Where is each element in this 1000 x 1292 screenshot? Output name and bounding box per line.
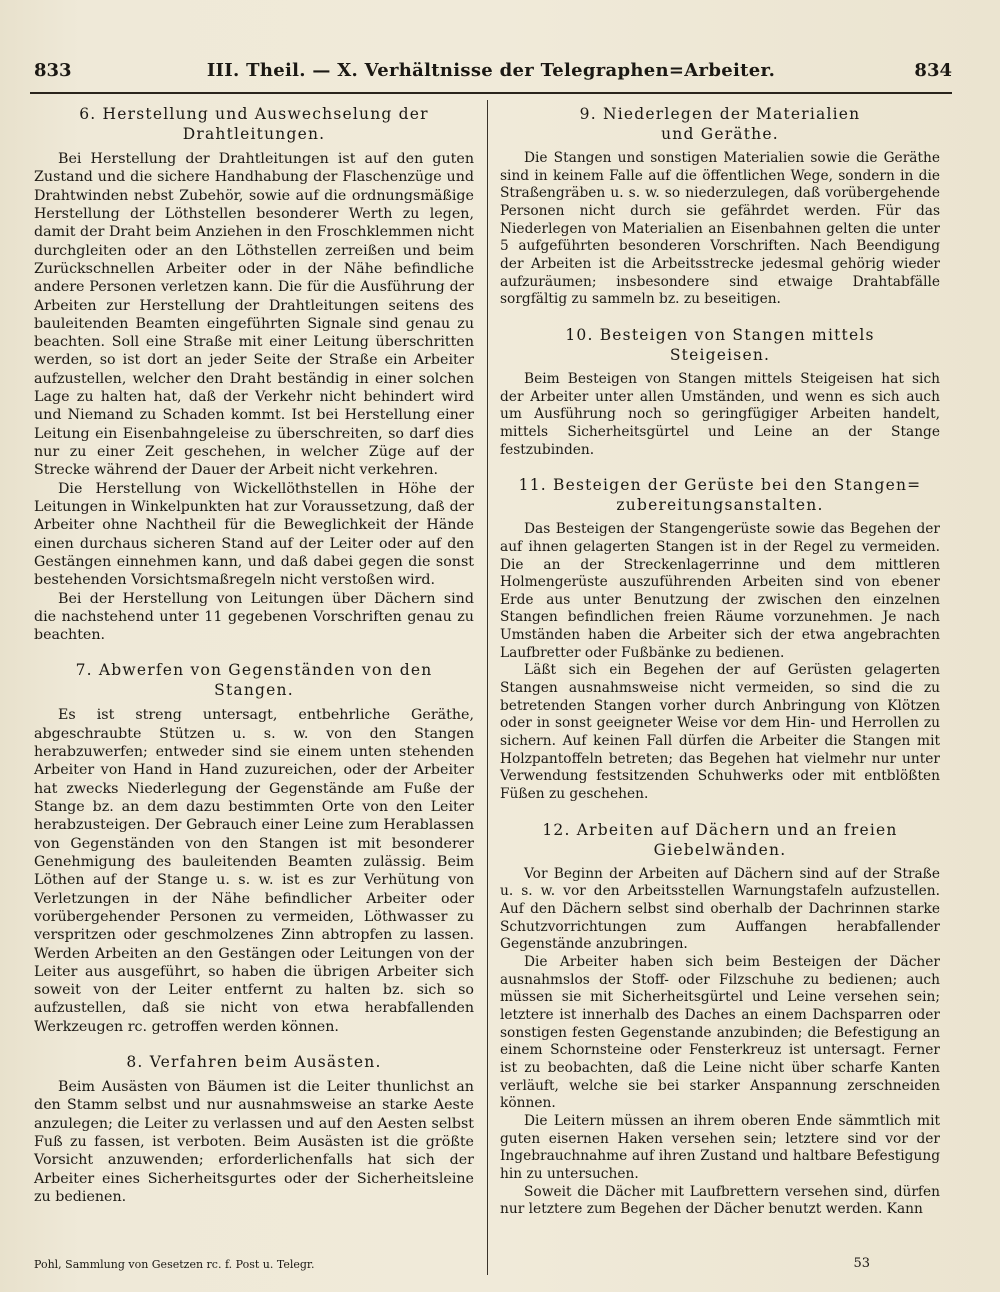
section-10-heading [500, 325, 940, 365]
page-number-left: 833 [34, 60, 72, 81]
paragraph: Das Besteigen der Stangengerüste sowie das Begehen der auf ihnen gelagerten Stangen ist in der Regel zu vermeiden. Die an der Streckenlagerrinne und dem mittleren Holmengerüste auszuführenden Arbeiten sind von ebener Erde aus unter Benutzung der zwischen den einzelnen Stangen befindlichen freien Räume vorzunehmen. Je nach Umständen haben die Arbeiter sich der etwa angebrachten Laufbretter oder Fußbänke zu bedienen. [500, 521, 940, 661]
right-column [500, 104, 940, 1232]
paragraph: Läßt sich ein Begehen der auf Gerüsten gelagerten Stangen ausnahmsweise nicht vermeiden, so sind die zu betretenden Stangen vorher durch Anbringung von Klötzen oder in sonst geeigneter Weise vor dem Hin- und Herrollen zu sichern. Auf keinen Fall dürfen die Arbeiter die Stangen mit Holzpantoffeln betreten; das Begehen hat vielmehr nur unter Verwendung festsitzenden Schuhwerks oder mit entblößten Füßen zu geschehen. [500, 662, 940, 803]
heading-line: Drahtleitungen. [182, 125, 326, 143]
column-divider [487, 100, 488, 1275]
heading-line: Steigeisen. [669, 345, 771, 364]
paragraph: Beim Besteigen von Stangen mittels Steigeisen hat sich der Arbeiter unter allen Umständen, und wenn es sich auch um Ausführung noch so geringfügiger Arbeiten handelt, mittels Sicherheitsgürtel und Leine an der Stange festzubinden. [500, 370, 940, 458]
paragraph: Die Leitern müssen an ihrem oberen Ende sämmtlich mit guten eisernen Haken versehen sein; letztere sind vor der Ingebrauchnahme auf ihren Zustand und haltbare Befestigung hin zu untersuchen. [500, 1112, 940, 1182]
heading-line: 6. Herstellung und Auswechselung der [79, 105, 429, 123]
heading-line: zubereitungsanstalten. [616, 496, 824, 515]
page-number-right: 834 [914, 60, 952, 81]
heading-line: 11. Besteigen der Gerüste bei den Stangen= [518, 476, 922, 495]
heading-line: 12. Arbeiten auf Dächern und an freien [542, 820, 898, 839]
paragraph: Bei der Herstellung von Leitungen über Dächern sind die nachstehend unter 11 gegebenen Vorschriften genau zu beachten. [34, 590, 474, 644]
page-footer [34, 1256, 940, 1278]
section-11-heading [500, 475, 940, 515]
heading-line: 9. Niederlegen der Materialien [579, 105, 861, 123]
paragraph: Die Stangen und sonstigen Materialien sowie die Geräthe sind in keinem Falle auf die öffentlichen Wege, sondern in die Straßengräben u. s. w. so niederzulegen, daß vorübergehende Personen nicht durch sie gefährdet werden. Für das Niederlegen von Materialien an Eisenbahnen gelten die unter 5 aufgeführten besonderen Vorschriften. Nach Beendigung der Arbeiten ist die Arbeitsstrecke jedesmal gehörig wieder aufzuräumen; insbesondere sind etwaige Drahtabfälle sorgfältig zu sammeln bz. zu beseitigen. [500, 150, 940, 308]
heading-line: Giebelwänden. [653, 840, 787, 859]
left-column [34, 104, 474, 1232]
section-7-heading [34, 660, 474, 700]
header-rule [30, 92, 952, 94]
paragraph: Bei Herstellung der Drahtleitungen ist auf den guten Zustand und die sichere Handhabung der Flaschenzüge und Drahtwinden nebst Zubehör, sowie auf die ordnungsmäßige Herstellung der Löthstellen besonderer Werth zu legen, damit der Draht beim Anziehen in den Froschklemmen nicht durchgleiten oder an den Löthstellen zerreißen und beim Zurückschnellen Arbeiter oder in der Nähe befindliche andere Personen verletzen kann. Die für die Ausführung der Arbeiten zur Herstellung der Drahtleitungen seitens des bauleitenden Beamten eingeführten Signale sind genau zu beachten. Soll eine Straße mit einer Leitung überschritten werden, so ist dort an jeder Seite der Straße ein Arbeiter aufzustellen, welcher den Draht beständig in einer solchen Lage zu halten hat, daß der Verkehr nicht behindert wird und Niemand zu Schaden kommt. Ist bei Herstellung einer Leitung ein Eisenbahngeleise zu überschreiten, so darf dies nur zu einer Zeit geschehen, in welcher Züge auf der Strecke während der Dauer der Arbeit nicht verkehren. [34, 151, 474, 479]
paragraph: Die Arbeiter haben sich beim Besteigen der Dächer ausnahmslos der Stoff- oder Filzschuhe zu bedienen; auch müssen sie mit Sicherheitsgürtel und Leine versehen sein; letztere ist innerhalb des Daches an einem Dachsparren oder sonstigen festen Gegenstande anzubinden; die Befestigung an einem Schornsteine oder Fensterkreuz ist untersagt. Ferner ist zu beobachten, daß die Leine nicht über scharfe Kanten verläuft, welche sie bei starker Anspannung zerschneiden können. [500, 953, 940, 1112]
heading-line: 10. Besteigen von Stangen mittels [565, 325, 875, 344]
sheet-number: 53 [853, 1256, 870, 1271]
source-citation: Pohl, Sammlung von Gesetzen rc. f. Post u. Telegr. [34, 1258, 315, 1271]
section-8-heading: 8. Verfahren beim Ausästen. [126, 1053, 382, 1072]
page-header [30, 60, 952, 90]
heading-line: Stangen. [214, 681, 294, 700]
heading-line: und Geräthe. [661, 125, 779, 143]
paragraph: Die Herstellung von Wickellöthstellen in Höhe der Leitungen in Winkelpunkten hat zur Voraussetzung, daß der Arbeiter ohne Nachtheil für die Beweglichkeit der Hände einen durchaus sicheren Stand auf der Leiter oder auf den Gestängen einnehmen kann, und daß dabei gegen die sonst bestehenden Vorsichtsmaßregeln nicht verstoßen wird. [34, 480, 474, 589]
paragraph: Beim Ausästen von Bäumen ist die Leiter thunlichst an den Stamm selbst und nur ausnahmsweise an starke Aeste anzulegen; die Leiter zu verlassen und auf den Aesten selbst Fuß zu fassen, ist verboten. Beim Ausästen ist die größte Vorsicht anzuwenden; erforderlichenfalls hat sich der Arbeiter eines Sicherheitsgurtes oder der Sicherheitsleine zu bedienen. [34, 1079, 474, 1205]
heading-line: 7. Abwerfen von Gegenständen von den [75, 661, 433, 680]
running-title: III. Theil. — X. Verhältnisse der Telegraphen=Arbeiter. [206, 60, 776, 81]
section-6-heading [34, 104, 474, 144]
section-12-heading [500, 820, 940, 860]
paragraph: Soweit die Dächer mit Laufbrettern versehen sind, dürfen nur letztere zum Begehen der Dächer benutzt werden. Kann [500, 1183, 940, 1218]
paragraph: Es ist streng untersagt, entbehrliche Geräthe, abgeschraubte Stützen u. s. w. von den Stangen herabzuwerfen; entweder sind sie einem unten stehenden Arbeiter von Hand in Hand zuzureichen, oder der Arbeiter hat zwecks Niederlegung der Gegenstände am Fuße der Stange bz. an dem dazu bestimmten Orte von den Leiter herabzusteigen. Der Gebrauch einer Leine zum Herablassen von Gegenständen von den Stangen ist mit besonderer Genehmigung des bauleitenden Beamten zulässig. Beim Löthen auf der Stange u. s. w. ist es zur Verhütung von Verletzungen in der Nähe befindlicher Arbeiter oder vorübergehender Personen zu vermeiden, Löthwasser zu verspritzen oder geschmolzenes Zinn abtropfen zu lassen. Werden Arbeiten an den Gestängen oder Leitungen von der Leiter aus ausgeführt, so haben die übrigen Arbeiter sich soweit von der Leiter entfernt zu halten bz. sich so aufzustellen, daß sie nicht von etwa herabfallenden Werkzeugen rc. getroffen werden können. [34, 707, 474, 1035]
section-9-heading [500, 104, 940, 144]
paragraph: Vor Beginn der Arbeiten auf Dächern sind auf der Straße u. s. w. vor den Arbeitsstellen Warnungstafeln aufzustellen. Auf den Dächern selbst sind oberhalb der Dachrinnen starke Schutzvorrichtungen zum Auffangen herabfallender Gegenstände anzubringen. [500, 865, 940, 953]
